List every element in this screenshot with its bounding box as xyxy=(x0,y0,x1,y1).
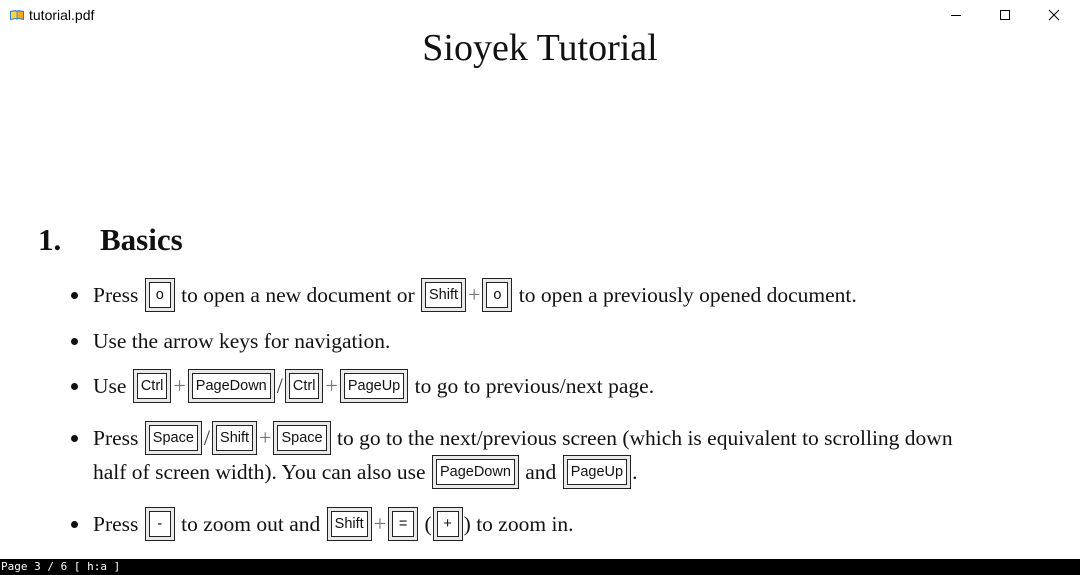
key-pagedown: PageDown xyxy=(432,455,519,489)
minimize-icon xyxy=(950,9,962,21)
section-number: 1. xyxy=(38,222,62,257)
document-title: Sioyek Tutorial xyxy=(422,27,658,69)
plus-sign: + xyxy=(325,373,338,398)
key-shift: Shift xyxy=(212,421,257,455)
key-shift: Shift xyxy=(421,278,466,312)
key-space: Space xyxy=(145,421,202,455)
plus-sign: + xyxy=(373,511,387,536)
plus-sign: + xyxy=(468,282,481,307)
slash-sign: / xyxy=(203,425,211,450)
text: to go to the next/previous screen (which is equivalent to scrolling down xyxy=(336,426,953,450)
key-minus: - xyxy=(145,507,175,541)
key-pageup: PageUp xyxy=(563,455,631,489)
plus-sign: + xyxy=(259,425,272,450)
book-icon xyxy=(9,9,25,21)
key-shift: Shift xyxy=(327,507,372,541)
text: to open a previously opened document. xyxy=(518,283,857,307)
key-pagedown: PageDown xyxy=(188,369,275,403)
bullet-dot xyxy=(71,292,78,299)
text: Use the arrow keys for navigation. xyxy=(93,329,391,353)
key-plus: + xyxy=(433,507,463,541)
text: and xyxy=(525,460,557,484)
key-o: o xyxy=(145,278,175,312)
bullet-dot xyxy=(71,338,78,345)
text: half of screen width). You can also use xyxy=(93,460,426,484)
key-ctrl: Ctrl xyxy=(133,369,172,403)
text: . xyxy=(632,460,638,484)
bullet-dot xyxy=(71,383,78,390)
window-title: tutorial.pdf xyxy=(29,7,95,23)
text: Press xyxy=(93,512,139,536)
slash-sign: / xyxy=(276,373,283,398)
plus-sign: + xyxy=(173,373,186,398)
text: ) xyxy=(463,512,471,536)
key-pageup: PageUp xyxy=(340,369,408,403)
status-bar: Page 3 / 6 [ h:a ] xyxy=(0,559,1080,575)
section-title: Basics xyxy=(100,222,183,257)
maximize-icon xyxy=(999,9,1011,21)
key-o: o xyxy=(482,278,512,312)
bullet-dot xyxy=(71,435,78,442)
text: to go to previous/next page. xyxy=(414,374,655,398)
text: to zoom out and xyxy=(181,512,321,536)
section-heading xyxy=(38,222,183,258)
close-icon xyxy=(1048,9,1060,21)
bullet-dot xyxy=(71,521,78,528)
text: Use xyxy=(93,374,127,398)
text: Press xyxy=(93,426,139,450)
text: ( xyxy=(424,512,432,536)
text: to open a new document or xyxy=(181,283,415,307)
key-ctrl: Ctrl xyxy=(285,369,324,403)
key-equals: = xyxy=(388,507,418,541)
key-space: Space xyxy=(273,421,330,455)
text: to zoom in. xyxy=(476,512,574,536)
text: Press xyxy=(93,283,139,307)
